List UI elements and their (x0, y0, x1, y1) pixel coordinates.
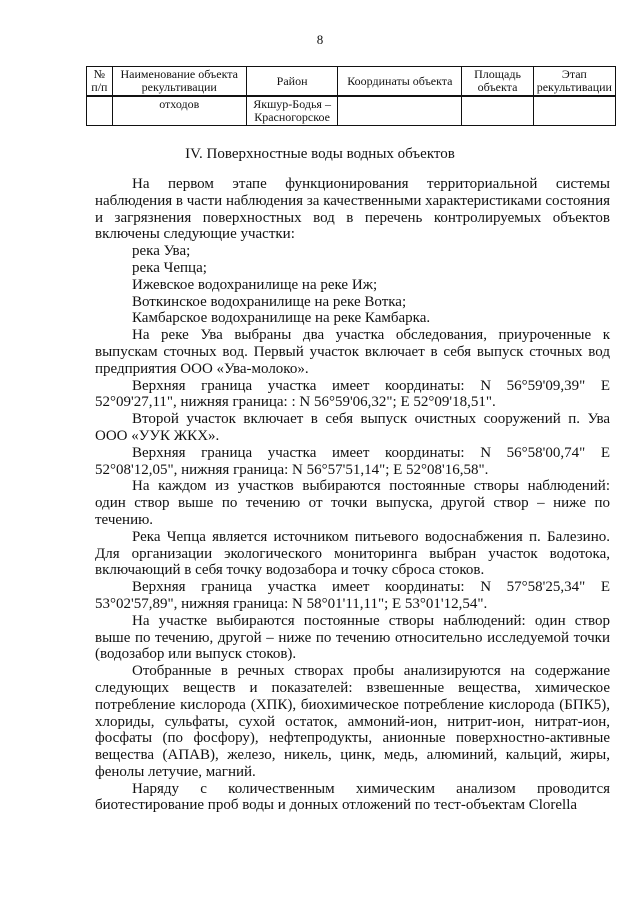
paragraph: Отобранные в речных створах пробы анализируются на содержание следующих веществ и показателей: взвешенные вещества, химическое потребление кислорода (ХПК), биохимическое потребление кислорода (БПК5), хлориды, сульфаты, сухой остаток, аммоний-ион, нитрит-ион, нитрат-ион, фосфаты (по фосфору), нефтепродукты, анионные поверхностно-активные вещества (АПАВ), железо, никель, цинк, медь, алюминий, кальций, жиры, фенолы летучие, магний. (95, 663, 610, 780)
table-cell (462, 96, 533, 126)
paragraph: Верхняя граница участка имеет координаты: N 56°59'09,39" E 52°09'27,11", нижняя граница: : N 56°59'06,32"; E 52°09'18,51". (95, 377, 610, 411)
table-cell: Якшур-Бодья – Красногорское (246, 96, 338, 126)
table-header-row (87, 67, 616, 97)
list-item: Воткинское водохранилище на реке Вотка; (132, 293, 407, 310)
section-heading: IV. Поверхностные воды водных объектов (185, 146, 455, 162)
page-number: 8 (316, 32, 324, 47)
table-header-cell: Район (246, 67, 338, 97)
reclamation-table (86, 66, 616, 126)
table-header-cell: Этап рекультивации (533, 67, 615, 97)
table-header-cell: Площадь объекта (462, 67, 533, 97)
list-item: Ижевское водохранилище на реке Иж; (132, 276, 378, 293)
paragraph: На первом этапе функционирования территориальной системы наблюдения в части наблюдения за качественными характеристиками состояния и загрязнения поверхностных вод в перечень контролируемых объектов включены следующие участки: (95, 176, 610, 243)
paragraph: Второй участок включает в себя выпуск очистных сооружений п. Ува ООО «УУК ЖКХ». (95, 411, 610, 444)
paragraph: Река Чепца является источником питьевого водоснабжения п. Балезино. Для организации экологического мониторинга выбран участок водотока, включающий в себя точку водозабора и точку сброса стоков. (95, 528, 610, 579)
list-item: Камбарское водохранилище на реке Камбарка. (132, 310, 431, 327)
paragraph: Верхняя граница участка имеет координаты: N 56°58'00,74" E 52°08'12,05", нижняя граница: N 56°57'51,14"; E 52°08'16,58". (95, 444, 610, 478)
table-header-cell: № п/п (87, 67, 113, 97)
paragraph: Верхняя граница участка имеет координаты: N 57°58'25,34" E 53°02'57,89", нижняя граница: N 58°01'11,11"; E 53°01'12,54". (95, 579, 610, 612)
table-cell: отходов (112, 96, 246, 126)
table-header-cell: Координаты объекта (338, 67, 462, 97)
paragraph: На реке Ува выбраны два участка обследования, приуроченные к выпускам сточных вод. Первый участок включает в себя выпуск сточных вод предприятия ООО «Ува-молоко». (95, 327, 610, 377)
table-cell (87, 96, 113, 126)
body-text (95, 176, 610, 814)
list-item: река Ува; (132, 243, 191, 260)
table-cell (533, 96, 615, 126)
table-row (87, 96, 616, 126)
paragraph: Наряду с количественным химическим анализом проводится биотестирование проб воды и донных отложений по тест-объектам Clorella (95, 780, 610, 814)
table-cell (338, 96, 462, 126)
list-item: река Чепца; (132, 259, 207, 276)
paragraph: На участке выбираются постоянные створы наблюдений: один створ выше по течению, другой – ниже по течению относительно исследуемой точки (водозабор или выпуск стоков). (95, 612, 610, 663)
table-header-cell: Наименование объекта рекультивации (112, 67, 246, 97)
paragraph: На каждом из участков выбираются постоянные створы наблюдений: один створ выше по течению от точки выпуска, другой створ – ниже по течению. (95, 478, 610, 528)
